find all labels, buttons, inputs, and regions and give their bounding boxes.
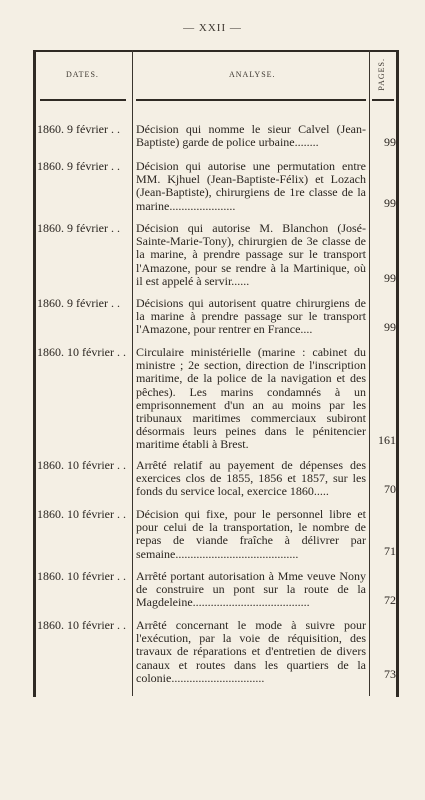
- entry-page: 99: [384, 320, 396, 334]
- entry-text: Décision qui autorise une permutation entre MM. Kjhuel (Jean-Baptiste-Félix) et Lozach (Jean-Baptiste), chirurgiens de 1re classe de la marine......................: [136, 159, 366, 213]
- entry-text: Décision qui fixe, pour le personnel libre et pour celui de la transportation, le nombre de repas de viande fraîche à délivrer par semaine.........................................: [136, 507, 366, 561]
- header-pages: PAGES.: [377, 58, 386, 91]
- page-folio: — XXII —: [183, 22, 242, 34]
- entry-page: 70: [384, 482, 396, 496]
- entry-page: 72: [384, 593, 396, 607]
- entry-text: Décision qui autorise M. Blanchon (José-Sainte-Marie-Tony), chirurgien de 3e classe de la marine, à prendre passage sur le transport l'Amazone, pour se rendre à la Martinique, où il est appelé à servir......: [136, 221, 366, 288]
- entry-date: 1860. 10 février . .: [37, 345, 126, 359]
- entry-date: 1860. 10 février . .: [37, 618, 126, 632]
- header-rule: [40, 99, 126, 101]
- entry-date: 1860. 9 février . .: [37, 159, 120, 173]
- entry-date: 1860. 10 février . .: [37, 507, 126, 521]
- header-rule: [136, 99, 366, 101]
- entry-text: Décision qui nomme le sieur Calvel (Jean-Baptiste) garde de police urbaine........: [136, 122, 366, 150]
- header-analyse: ANALYSE.: [229, 70, 276, 79]
- entry-page: 99: [384, 271, 396, 285]
- entry-date: 1860. 10 février . .: [37, 569, 126, 583]
- entry-text: Circulaire ministérielle (marine : cabinet du ministre ; 2e section, direction de l'inscription maritime, de la police de la navigation et des pêches). Les marins condamnés à un emprisonnement d'un an au moins par les tribunaux maritimes commerciaux subiront désormais leurs peines dans le pénitencier maritime établi à Brest.: [136, 345, 366, 452]
- entry-page: 99: [384, 135, 396, 149]
- column-divider: [369, 50, 370, 696]
- entry-text: Arrêté portant autorisation à Mme veuve Nony de construire un pont sur la route de la Magdeleine.......................................: [136, 569, 366, 610]
- header-dates: DATES.: [66, 70, 99, 79]
- entry-date: 1860. 9 février . .: [37, 296, 120, 310]
- column-divider: [132, 50, 133, 696]
- entry-page: 161: [378, 433, 396, 447]
- entry-text: Arrêté concernant le mode à suivre pour l'exécution, par la voie de réquisition, des travaux de réparations et d'entretien de divers canaux et routes dans les quartiers de la colonie...............................: [136, 618, 366, 685]
- entry-page: 73: [384, 667, 396, 681]
- entry-page: 71: [384, 544, 396, 558]
- entry-date: 1860. 9 février . .: [37, 122, 120, 136]
- header-rule: [372, 99, 394, 101]
- entry-date: 1860. 9 février . .: [37, 221, 120, 235]
- entry-page: 99: [384, 196, 396, 210]
- entry-date: 1860. 10 février . .: [37, 458, 126, 472]
- entry-text: Arrêté relatif au payement de dépenses des exercices clos de 1855, 1856 et 1857, sur les fonds du service local, exercice 1860.....: [136, 458, 366, 499]
- entry-text: Décisions qui autorisent quatre chirurgiens de la marine à prendre passage sur le transport l'Amazone, pour rentrer en France....: [136, 296, 366, 337]
